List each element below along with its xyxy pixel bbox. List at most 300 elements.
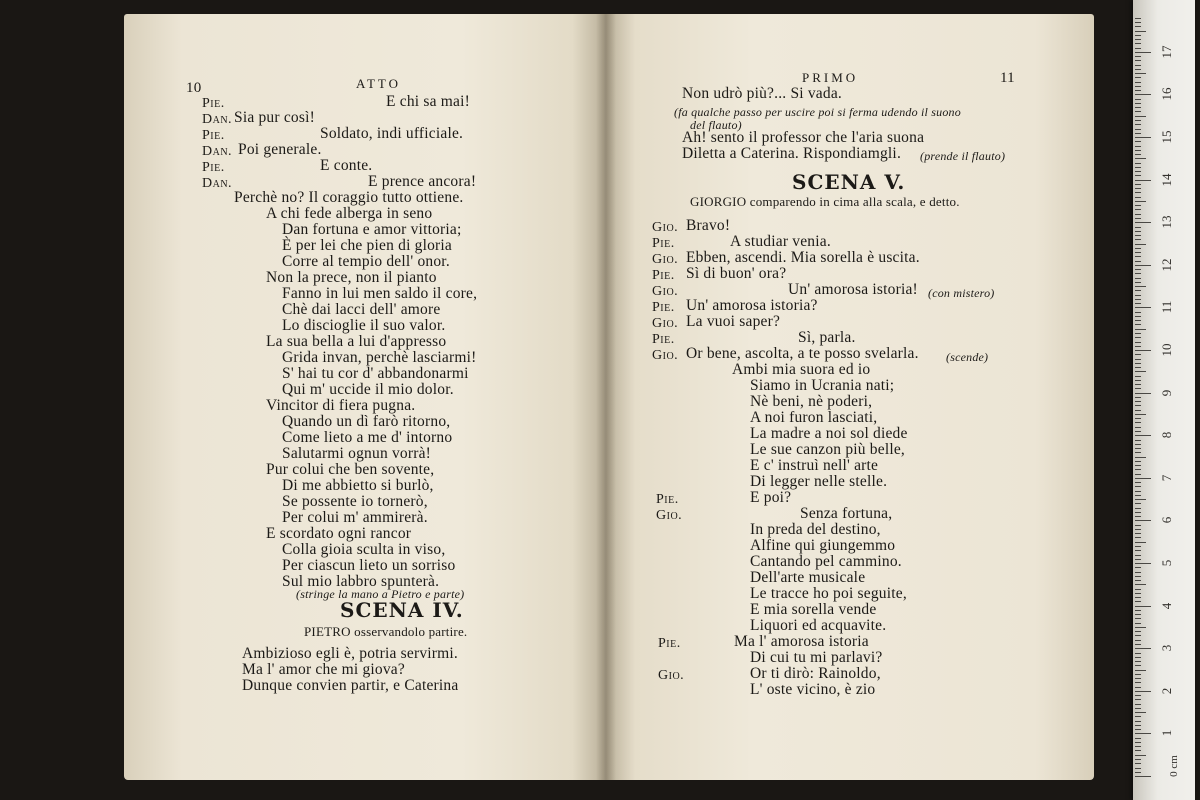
verse-line: A noi furon lasciati, (750, 409, 878, 426)
ruler-tick (1135, 682, 1141, 683)
speaker-label: Pie. (652, 268, 675, 283)
ruler-tick (1135, 26, 1141, 27)
verse-line: S' hai tu cor d' abbandonarmi (282, 365, 469, 382)
speaker-label: Gio. (652, 252, 679, 267)
ruler-tick (1135, 469, 1141, 470)
ruler-tick (1135, 129, 1141, 130)
verse-line: Come lieto a me d' intorno (282, 429, 453, 446)
stage-direction: (stringe la mano a Pietro e parte) (296, 587, 465, 601)
ruler-tick (1135, 163, 1141, 164)
ruler-tick (1135, 644, 1141, 645)
verse-line: Non udrò più?... Si vada. (682, 85, 842, 102)
verse-line: Un' amorosa istoria? (686, 297, 818, 314)
ruler-tick (1135, 350, 1151, 351)
verse-line: A chi fede alberga in seno (266, 205, 433, 222)
ruler-number: 6 (1159, 517, 1174, 524)
ruler-tick (1135, 640, 1141, 641)
ruler-tick (1135, 77, 1141, 78)
verse-line: La vuoi saper? (686, 313, 781, 330)
verse-line: Pur colui che ben sovente, (266, 461, 435, 478)
scene-title: SCENA V. (792, 170, 906, 194)
ruler-tick (1135, 363, 1141, 364)
speaker-label: Gio. (652, 220, 679, 235)
ruler-tick (1135, 712, 1146, 713)
stage-direction: (fa qualche passo per uscire poi si ferma udendo il suono (674, 105, 961, 119)
ruler-tick (1135, 286, 1146, 287)
ruler-tick (1135, 427, 1141, 428)
verse-line: E conte. (320, 157, 373, 174)
ruler-tick (1135, 508, 1141, 509)
ruler-number: 15 (1159, 130, 1174, 144)
ruler-tick (1135, 648, 1151, 649)
verse-line: Fanno in lui men saldo il core, (282, 285, 478, 302)
ruler-tick (1135, 82, 1141, 83)
ruler-tick (1135, 116, 1146, 117)
ruler-tick (1135, 759, 1141, 760)
ruler-tick (1135, 227, 1141, 228)
right-page-number: 11 (1000, 70, 1015, 86)
verse-line: In preda del destino, (750, 521, 881, 538)
ruler-number: 13 (1159, 215, 1174, 229)
ruler-tick (1135, 133, 1141, 134)
ruler-tick (1135, 516, 1141, 517)
ruler-tick (1135, 158, 1146, 159)
ruler-tick (1135, 397, 1141, 398)
ruler-tick (1135, 273, 1141, 274)
ruler-tick (1135, 444, 1141, 445)
ruler-tick (1135, 750, 1141, 751)
ruler-tick (1135, 346, 1141, 347)
ruler-tick (1135, 405, 1141, 406)
ruler-tick (1135, 137, 1151, 138)
verse-line: Sì di buon' ora? (686, 265, 787, 282)
verse-line: E mia sorella vende (750, 601, 877, 618)
ruler-tick (1135, 329, 1146, 330)
ruler-tick (1135, 192, 1141, 193)
ruler-tick (1135, 665, 1141, 666)
ruler-tick (1135, 99, 1141, 100)
ruler-tick (1135, 733, 1151, 734)
ruler-tick (1135, 218, 1141, 219)
verse-line: Liquori ed acquavite. (750, 617, 887, 634)
verse-line: La sua bella a lui d'appresso (266, 333, 447, 350)
ruler-tick (1135, 691, 1151, 692)
stage-direction: (scende) (946, 350, 989, 364)
ruler-tick (1135, 457, 1146, 458)
ruler-tick (1135, 729, 1141, 730)
ruler-tick (1135, 197, 1141, 198)
stage-direction: (prende il flauto) (920, 149, 1006, 163)
speaker-label: Pie. (652, 332, 675, 347)
verse-line: È per lei che pien di gloria (282, 237, 453, 254)
ruler-tick (1135, 440, 1141, 441)
ruler-tick (1135, 167, 1141, 168)
ruler-tick (1135, 661, 1141, 662)
stage-direction: (con mistero) (928, 286, 995, 300)
ruler-tick (1135, 550, 1141, 551)
verse-line: L' oste vicino, è zio (750, 681, 876, 698)
ruler-tick (1135, 354, 1141, 355)
verse-line: Dunque convien partir, e Caterina (242, 677, 459, 694)
ruler-number: 14 (1159, 173, 1174, 187)
ruler-tick (1135, 201, 1146, 202)
verse-line: Ma l' amor che mi giova? (242, 661, 405, 678)
ruler-tick (1135, 342, 1141, 343)
verse-line: Vincitor di fiera pugna. (266, 397, 416, 414)
ruler-tick (1135, 359, 1141, 360)
ruler-tick (1135, 738, 1141, 739)
speaker-label: Pie. (658, 636, 681, 651)
verse-line: Siamo in Ucrania nati; (750, 377, 895, 394)
ruler-tick (1135, 175, 1141, 176)
speaker-label: Gio. (656, 508, 683, 523)
ruler-tick (1135, 299, 1141, 300)
ruler-tick (1135, 384, 1141, 385)
ruler-tick (1135, 261, 1141, 262)
ruler-tick (1135, 614, 1141, 615)
verse-line: E chi sa mai! (386, 93, 470, 110)
ruler-tick (1135, 435, 1151, 436)
verse-line: Soldato, indi ufficiale. (320, 125, 464, 142)
verse-line: Non la prece, non il pianto (266, 269, 437, 286)
ruler-tick (1135, 324, 1141, 325)
ruler-tick (1135, 763, 1141, 764)
ruler-tick (1135, 721, 1141, 722)
ruler-tick (1135, 65, 1141, 66)
ruler-tick (1135, 606, 1151, 607)
ruler-tick (1135, 393, 1151, 394)
ruler-tick (1135, 572, 1141, 573)
ruler-tick (1135, 252, 1141, 253)
verse-line: Per colui m' ammirerà. (282, 509, 428, 526)
ruler-tick (1135, 627, 1146, 628)
verse-line: Cantando pel cammino. (750, 553, 902, 570)
ruler-tick (1135, 278, 1141, 279)
ruler-tick (1135, 708, 1141, 709)
verse-line: Ebben, ascendi. Mia sorella è uscita. (686, 249, 920, 266)
ruler-tick (1135, 120, 1141, 121)
ruler-tick (1135, 491, 1141, 492)
speaker-label: Pie. (652, 236, 675, 251)
ruler-tick (1135, 154, 1141, 155)
ruler-tick (1135, 559, 1141, 560)
scene-subtitle: GIORGIO comparendo in cima alla scala, e detto. (690, 194, 960, 209)
ruler-tick (1135, 576, 1141, 577)
ruler-tick (1135, 367, 1141, 368)
ruler-tick (1135, 188, 1141, 189)
ruler-tick (1135, 124, 1141, 125)
ruler-tick (1135, 597, 1141, 598)
verse-line: Ambi mia suora ed io (732, 361, 871, 378)
ruler-tick (1135, 474, 1141, 475)
ruler-tick (1135, 184, 1141, 185)
ruler-tick (1135, 674, 1141, 675)
ruler-tick (1135, 52, 1151, 53)
ruler-tick (1135, 601, 1141, 602)
right-page-header: PRIMO (802, 70, 859, 85)
ruler-tick (1135, 209, 1141, 210)
ruler-tick (1135, 35, 1141, 36)
ruler-tick (1135, 31, 1146, 32)
ruler-tick (1135, 461, 1141, 462)
ruler-tick (1135, 401, 1141, 402)
verse-line: Bravo! (686, 217, 731, 234)
ruler-tick (1135, 256, 1141, 257)
verse-line: Corre al tempio dell' onor. (282, 253, 450, 270)
ruler-tick (1135, 90, 1141, 91)
ruler-tick (1135, 39, 1141, 40)
ruler-tick (1135, 486, 1141, 487)
scene-subtitle: PIETRO osservandolo partire. (304, 624, 468, 639)
verse-line: Perchè no? Il coraggio tutto ottiene. (234, 189, 464, 206)
ruler-tick (1135, 631, 1141, 632)
ruler-tick (1135, 307, 1151, 308)
ruler-tick (1135, 282, 1141, 283)
ruler-tick (1135, 316, 1141, 317)
ruler-tick (1135, 69, 1141, 70)
ruler-tick (1135, 371, 1146, 372)
ruler-unit-label: 0 cm (1167, 755, 1180, 777)
verse-line: Grida invan, perchè lasciarmi! (282, 349, 477, 366)
ruler-tick (1135, 772, 1141, 773)
speaker-label: Dan. (202, 144, 233, 159)
ruler-tick (1135, 657, 1141, 658)
ruler-tick (1135, 687, 1141, 688)
ruler-tick (1135, 478, 1151, 479)
ruler-tick (1135, 376, 1141, 377)
ruler-tick (1135, 512, 1141, 513)
ruler-tick (1135, 295, 1141, 296)
speaker-label: Dan. (202, 176, 233, 191)
ruler-tick (1135, 107, 1141, 108)
left-page-header: ATTO (356, 76, 401, 91)
verse-line: Ambizioso egli è, potria servirmi. (242, 645, 459, 662)
ruler-tick (1135, 653, 1141, 654)
ruler-tick (1135, 239, 1141, 240)
verse-line: E scordato ogni rancor (266, 525, 412, 542)
ruler-tick (1135, 704, 1141, 705)
ruler-tick (1135, 452, 1141, 453)
ruler-tick (1135, 567, 1141, 568)
ruler-number: 12 (1159, 258, 1174, 272)
ruler-tick (1135, 150, 1141, 151)
speaker-label: Gio. (652, 316, 679, 331)
verse-line: Nè beni, nè poderi, (750, 393, 873, 410)
ruler-tick (1135, 265, 1151, 266)
ruler-tick (1135, 94, 1151, 95)
ruler-tick (1135, 43, 1141, 44)
ruler-tick (1135, 86, 1141, 87)
ruler-tick (1135, 214, 1141, 215)
ruler-number: 8 (1159, 431, 1174, 439)
ruler-tick (1135, 520, 1151, 521)
ruler-tick (1135, 231, 1141, 232)
ruler-number: 2 (1159, 687, 1174, 695)
speaker-label: Pie. (652, 300, 675, 315)
ruler-tick (1135, 465, 1141, 466)
verse-line: Di cui tu mi parlavi? (750, 649, 883, 666)
ruler-number: 10 (1159, 343, 1174, 357)
ruler-tick (1135, 410, 1141, 411)
ruler-tick (1135, 695, 1141, 696)
verse-line: Alfine qui giungemmo (750, 537, 896, 554)
verse-line: Chè dai lacci dell' amore (282, 301, 441, 318)
book-gutter (596, 14, 616, 780)
ruler-tick (1135, 725, 1141, 726)
ruler-tick (1135, 768, 1141, 769)
ruler-tick (1135, 742, 1141, 743)
ruler-tick (1135, 699, 1141, 700)
ruler-tick (1135, 563, 1151, 564)
ruler-number: 11 (1159, 301, 1174, 314)
ruler-tick (1135, 546, 1141, 547)
speaker-label: Gio. (652, 348, 679, 363)
verse-line: Sul mio labbro spunterà. (282, 573, 440, 590)
ruler-number: 16 (1159, 87, 1174, 101)
ruler-tick (1135, 584, 1146, 585)
ruler-tick (1135, 418, 1141, 419)
ruler-tick (1135, 678, 1141, 679)
verse-line: A studiar venia. (730, 233, 831, 250)
verse-line: Lo discioglie il suo valor. (282, 317, 446, 334)
verse-line: Ma l' amorosa istoria (734, 633, 869, 650)
ruler-number: 3 (1159, 644, 1174, 652)
ruler-tick (1135, 180, 1151, 181)
ruler-tick (1135, 141, 1141, 142)
ruler-tick (1135, 635, 1141, 636)
ruler-number: 17 (1159, 45, 1174, 59)
stage-direction: del flauto) (690, 118, 742, 132)
ruler-tick (1135, 495, 1141, 496)
ruler-tick (1135, 222, 1151, 223)
verse-line: Quando un dì farò ritorno, (282, 413, 451, 430)
ruler-tick (1135, 388, 1141, 389)
ruler-tick (1135, 580, 1141, 581)
verse-line: La madre a noi sol diede (750, 425, 908, 442)
ruler-tick (1135, 716, 1141, 717)
verse-line: Dan fortuna e amor vittoria; (282, 221, 462, 238)
ruler-tick (1135, 482, 1141, 483)
ruler-tick (1135, 499, 1146, 500)
ruler-tick (1135, 171, 1141, 172)
verse-line: Or bene, ascolta, a te posso svelarla. (686, 345, 919, 362)
left-page (124, 14, 606, 780)
verse-line: Di legger nelle stelle. (750, 473, 888, 490)
ruler-tick (1135, 593, 1141, 594)
ruler-tick (1135, 303, 1141, 304)
verse-line: Le sue canzon più belle, (750, 441, 906, 458)
ruler-tick (1135, 235, 1141, 236)
scene-title: SCENA IV. (340, 598, 464, 622)
verse-line: Qui m' uccide il mio dolor. (282, 381, 454, 398)
open-book (124, 14, 1094, 780)
ruler-tick (1135, 290, 1141, 291)
ruler-number: 4 (1159, 602, 1174, 609)
speaker-label: Gio. (652, 284, 679, 299)
verse-line: Or ti dirò: Rainoldo, (750, 665, 881, 682)
ruler-tick (1135, 623, 1141, 624)
verse-line: Diletta a Caterina. Rispondiamgli. (682, 145, 902, 162)
ruler-tick (1135, 111, 1141, 112)
verse-line: E prence ancora! (368, 173, 477, 190)
ruler-tick (1135, 320, 1141, 321)
ruler-tick (1135, 73, 1146, 74)
ruler-tick (1135, 333, 1141, 334)
verse-line: E c' instruì nell' arte (750, 457, 879, 474)
verse-line: Sì, parla. (798, 329, 856, 346)
ruler-number: 1 (1159, 730, 1174, 737)
ruler-tick (1135, 48, 1141, 49)
verse-line: Di me abbietto si burlò, (282, 477, 434, 494)
ruler-tick (1135, 269, 1141, 270)
speaker-label: Pie. (202, 96, 225, 111)
ruler-tick (1135, 205, 1141, 206)
ruler-tick (1135, 414, 1146, 415)
measuring-ruler (1133, 0, 1195, 800)
ruler-tick (1135, 776, 1151, 777)
ruler-tick (1135, 503, 1141, 504)
verse-line: Senza fortuna, (800, 505, 893, 522)
speaker-label: Pie. (202, 128, 225, 143)
ruler-tick (1135, 529, 1141, 530)
ruler-tick (1135, 670, 1146, 671)
ruler-tick (1135, 589, 1141, 590)
speaker-label: Pie. (656, 492, 679, 507)
ruler-tick (1135, 146, 1141, 147)
ruler-tick (1135, 60, 1141, 61)
ruler-tick (1135, 542, 1146, 543)
ruler-tick (1135, 22, 1141, 23)
right-page (606, 14, 1094, 780)
ruler-tick (1135, 448, 1141, 449)
speaker-label: Gio. (658, 668, 685, 683)
ruler-tick (1135, 555, 1141, 556)
speaker-label: Dan. (202, 112, 233, 127)
verse-line: Le tracce ho poi seguite, (750, 585, 907, 602)
ruler-tick (1135, 533, 1141, 534)
ruler-number: 5 (1159, 559, 1174, 567)
ruler-number: 7 (1159, 474, 1174, 482)
ruler-tick (1135, 337, 1141, 338)
ruler-tick (1135, 422, 1141, 423)
ruler-tick (1135, 746, 1141, 747)
ruler-tick (1135, 103, 1141, 104)
ruler-tick (1135, 431, 1141, 432)
ruler-tick (1135, 312, 1141, 313)
ruler-tick (1135, 755, 1146, 756)
verse-line: Dell'arte musicale (750, 569, 866, 586)
verse-line: Colla gioia sculta in viso, (282, 541, 446, 558)
ruler-tick (1135, 244, 1146, 245)
speaker-label: Pie. (202, 160, 225, 175)
verse-line: Se possente io tornerò, (282, 493, 428, 510)
ruler-tick (1135, 380, 1141, 381)
verse-line: E poi? (750, 489, 792, 506)
left-page-number: 10 (186, 80, 202, 96)
verse-line: Per ciascun lieto un sorriso (282, 557, 456, 574)
verse-line: Poi generale. (238, 141, 322, 158)
ruler-tick (1135, 537, 1141, 538)
verse-line: Un' amorosa istoria! (788, 281, 918, 298)
ruler-tick (1135, 525, 1141, 526)
verse-line: Sia pur così! (234, 109, 315, 126)
ruler-tick (1135, 18, 1141, 19)
ruler-tick (1135, 248, 1141, 249)
verse-line: Ah! sento il professor che l'aria suona (682, 129, 925, 146)
ruler-tick (1135, 56, 1141, 57)
ruler-number: 9 (1159, 389, 1174, 396)
ruler-tick (1135, 610, 1141, 611)
